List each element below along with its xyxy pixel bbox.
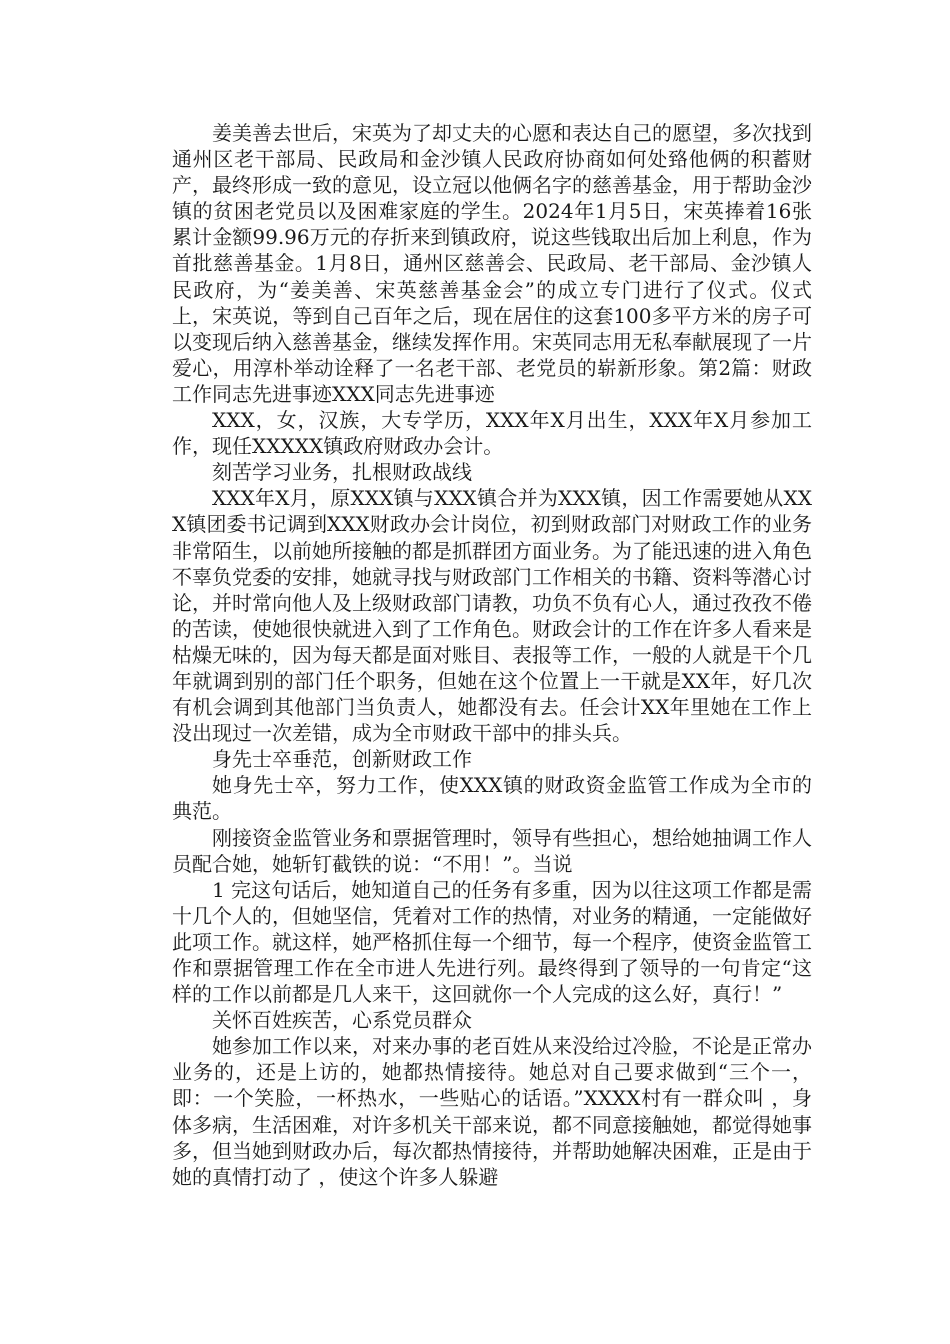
section-heading-study: 刻苦学习业务，扎根财政战线 <box>212 460 472 485</box>
paragraph-care: 她参加工作以来，对来办事的老百姓从来没给过冷脸，不论是正常办业务的，还是上访的，她都热情接待。她总对自己要求做到“三个一，即：一个笑脸，一杯热水，一些贴心的话语。”XXXX村有一群众叫 ，身体多病，生活困难，对许多机关干部来说，都不同意接触她，都觉得她事多，但当她到财政办后，每次都热情接待，并帮助她解决困难，正是由于她的真情打动了 ，使这个许多人躲避 <box>172 1034 812 1189</box>
section-heading-innovation: 身先士卒垂范，创新财政工作 <box>212 747 472 772</box>
document-page <box>172 120 812 1190</box>
paragraph-profile: XXX，女，汉族，大专学历，XXX年X月出生，XXX年X月参加工作，现任XXXXX镇政府财政办会计。 <box>172 408 812 459</box>
paragraph-supervision-continued: 1 完这句话后，她知道自己的任务有多重，因为以往这项工作都是需十几个人的，但她坚信，凭着对工作的热情，对业务的精通，一定能做好此项工作。就这样，她严格抓住每一个细节，每一个程序，使资金监管工作和票据管理工作在全市进人先进行列。最终得到了领导的一句肯定“这样的工作以前都是几人来干，这回就你一个人完成的这么好，真行！” <box>172 877 812 1007</box>
paragraph-model: 她身先士卒，努力工作，使XXX镇的财政资金监管工作成为全市的典范。 <box>172 773 812 824</box>
paragraph-charity-fund: 姜美善去世后，宋英为了却丈夫的心愿和表达自己的愿望，多次找到通州区老干部局、民政局和金沙镇人民政府协商如何处臵他俩的积蓄财产，最终形成一致的意见，设立冠以他俩名字的慈善基金，用于帮助金沙镇的贫困老党员以及困难家庭的学生。2024年1月5日，宋英捧着16张累计金额99.96万元的存折来到镇政府，说这些钱取出后加上利息，作为首批慈善基金。1月8日，通州区慈善会、民政局、老干部局、金沙镇人民政府，为“姜美善、宋英慈善基金会”的成立专门进行了仪式。仪式上，宋英说，等到自己百年之后，现在居住的这套100多平方米的房子可以变现后纳入慈善基金，继续发挥作用。宋英同志用无私奉献展现了一片爱心，用淳朴举动诠释了一名老干部、老党员的崭新形象。第2篇：财政工作同志先进事迹XXX同志先进事迹 <box>172 121 812 406</box>
paragraph-supervision-start: 刚接资金监管业务和票据管理时，领导有些担心，想给她抽调工作人员配合她，她斩钉截铁的说：“不用！”。当说 <box>172 825 812 876</box>
paragraph-study: XXX年X月，原XXX镇与XXX镇合并为XXX镇，因工作需要她从XXX镇团委书记调到XXX财政办会计岗位，初到财政部门对财政工作的业务非常陌生，以前她所接触的都是抓群团方面业务。为了能迅速的进入角色不辜负党委的安排，她就寻找与财政部门工作相关的书籍、资料等潜心讨论，并时常向他人及上级财政部门请教，功负不负有心人，通过孜孜不倦的苦读，使她很快就进入到了工作角色。财政会计的工作在许多人看来是枯燥无味的，因为每天都是面对账目、表报等工作，一般的人就是干个几年就调到别的部门任个职务，但她在这个位置上一干就是XX年，好几次有机会调到其他部门当负责人，她都没有去。任会计XX年里她在工作上没出现过一次差错，成为全市财政干部中的排头兵。 <box>172 486 812 746</box>
section-heading-care: 关怀百姓疾苦，心系党员群众 <box>212 1008 472 1033</box>
